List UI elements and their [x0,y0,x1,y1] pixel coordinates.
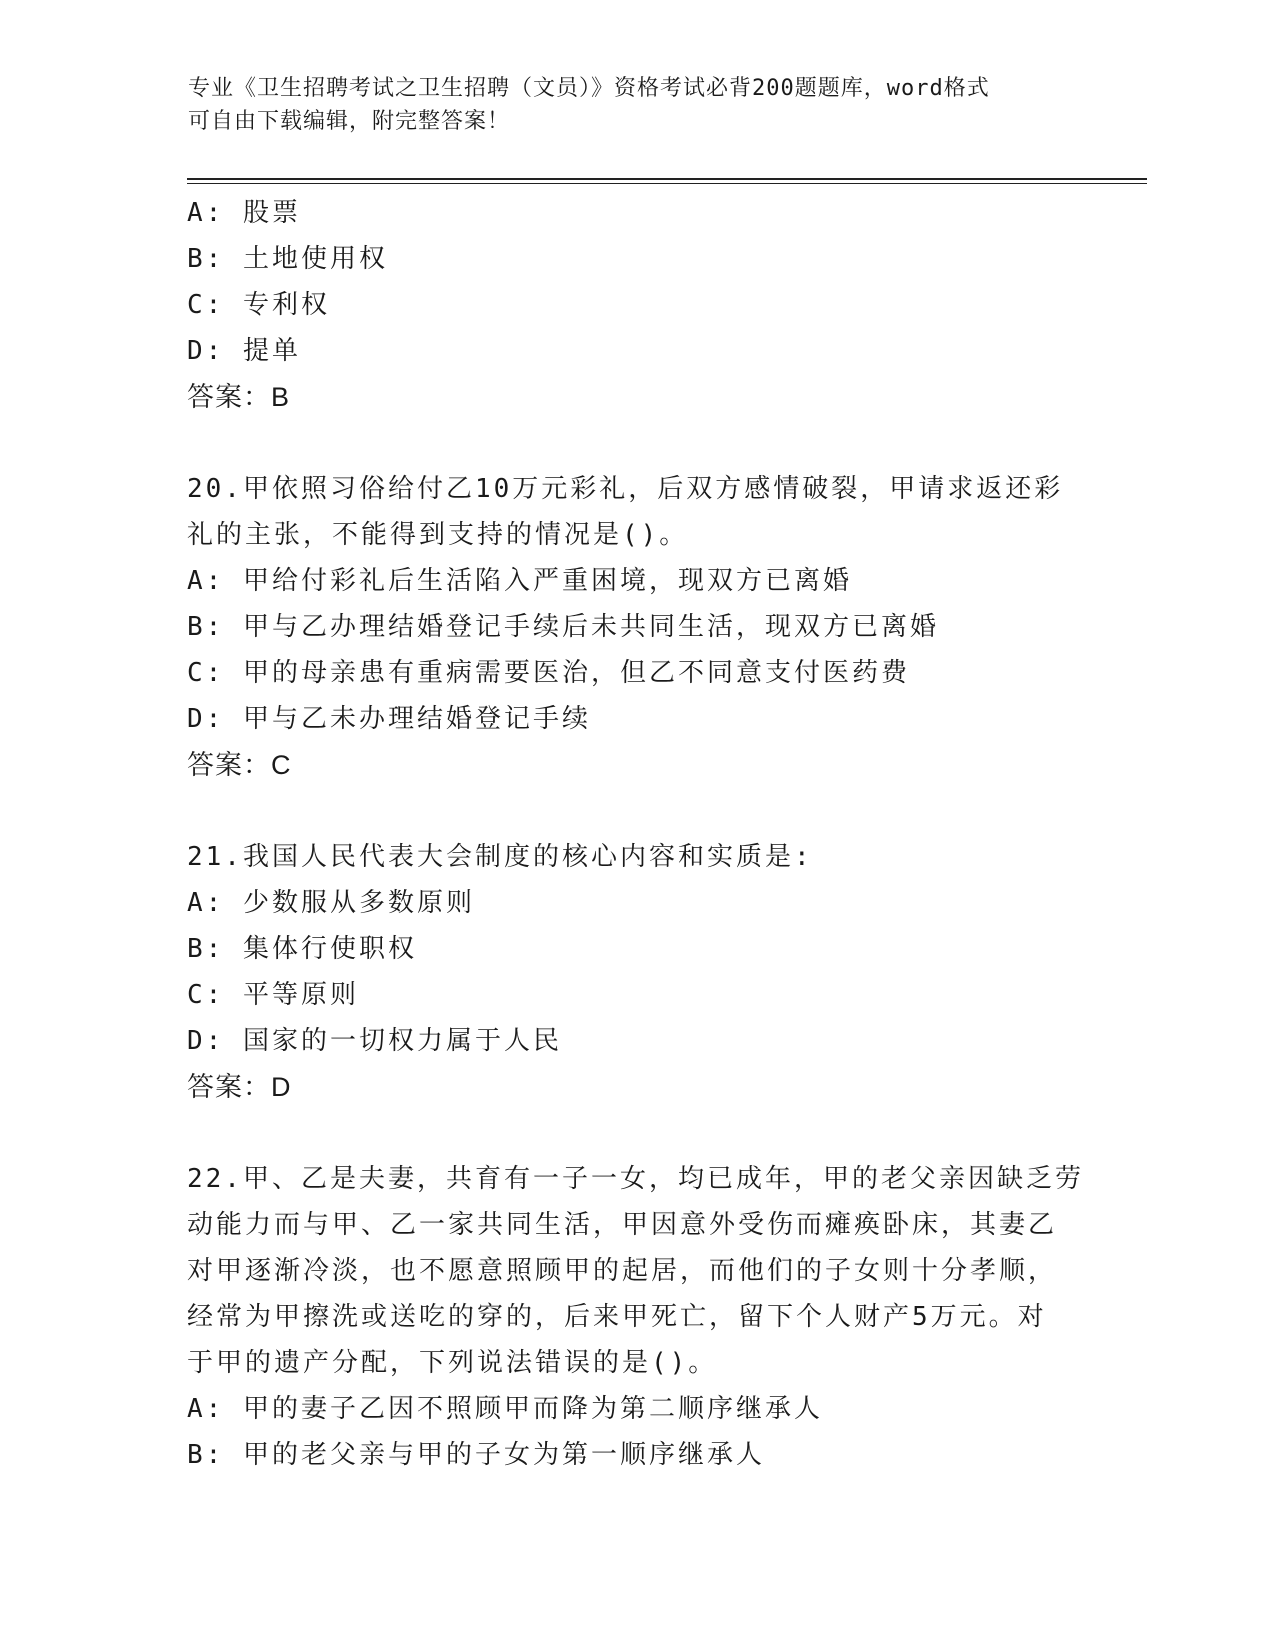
question-22 [187,1156,1087,1478]
question-21 [187,834,1087,1110]
question-list [187,190,1087,1478]
question-stem-line: 21.我国人民代表大会制度的核心内容和实质是: [187,842,813,872]
header-divider-thick [187,178,1147,180]
answer: 答案：B [187,382,291,412]
option-a: A: 甲的妻子乙因不照顾甲而降为第二顺序继承人 [187,1394,823,1424]
question-19 [187,190,1087,420]
spacer [187,420,1087,466]
option-a: A: 股票 [187,198,301,228]
answer: 答案：D [187,1072,292,1102]
option-c: C: 平等原则 [187,980,359,1010]
header-divider-thin [187,183,1147,184]
option-c: C: 甲的母亲患有重病需要医治，但乙不同意支付医药费 [187,658,910,688]
option-b: B: 甲与乙办理结婚登记手续后未共同生活，现双方已离婚 [187,612,939,642]
option-b: B: 集体行使职权 [187,934,417,964]
answer: 答案：C [187,750,292,780]
question-stem-line: 对甲逐渐冷淡，也不愿意照顾甲的起居，而他们的子女则十分孝顺， [187,1256,1058,1286]
option-a: A: 少数服从多数原则 [187,888,475,918]
option-d: D: 甲与乙未办理结婚登记手续 [187,704,591,734]
question-stem-line: 于甲的遗产分配，下列说法错误的是()。 [187,1348,718,1378]
spacer [187,788,1087,834]
question-20 [187,466,1087,788]
question-stem-line: 20.甲依照习俗给付乙10万元彩礼，后双方感情破裂，甲请求返还彩 [187,474,1064,504]
header-line-2: 可自由下载编辑，附完整答案！ [188,109,511,134]
option-c: C: 专利权 [187,290,330,320]
question-stem-line: 经常为甲擦洗或送吃的穿的，后来甲死亡，留下个人财产5万元。对 [187,1302,1047,1332]
option-a: A: 甲给付彩礼后生活陷入严重困境，现双方已离婚 [187,566,852,596]
option-b: B: 甲的老父亲与甲的子女为第一顺序继承人 [187,1440,765,1470]
question-stem-line: 动能力而与甲、乙一家共同生活，甲因意外受伤而瘫痪卧床，其妻乙 [187,1210,1058,1240]
option-d: D: 国家的一切权力属于人民 [187,1026,562,1056]
option-b: B: 土地使用权 [187,244,388,274]
spacer [187,1110,1087,1156]
option-d: D: 提单 [187,336,301,366]
document-header [188,72,1068,138]
question-stem-line: 礼的主张，不能得到支持的情况是()。 [187,520,689,550]
header-line-1: 专业《卫生招聘考试之卫生招聘（文员）》资格考试必背200题题库，word格式 [188,76,990,101]
question-stem-line: 22.甲、乙是夫妻，共育有一子一女，均已成年，甲的老父亲因缺乏劳 [187,1164,1084,1194]
